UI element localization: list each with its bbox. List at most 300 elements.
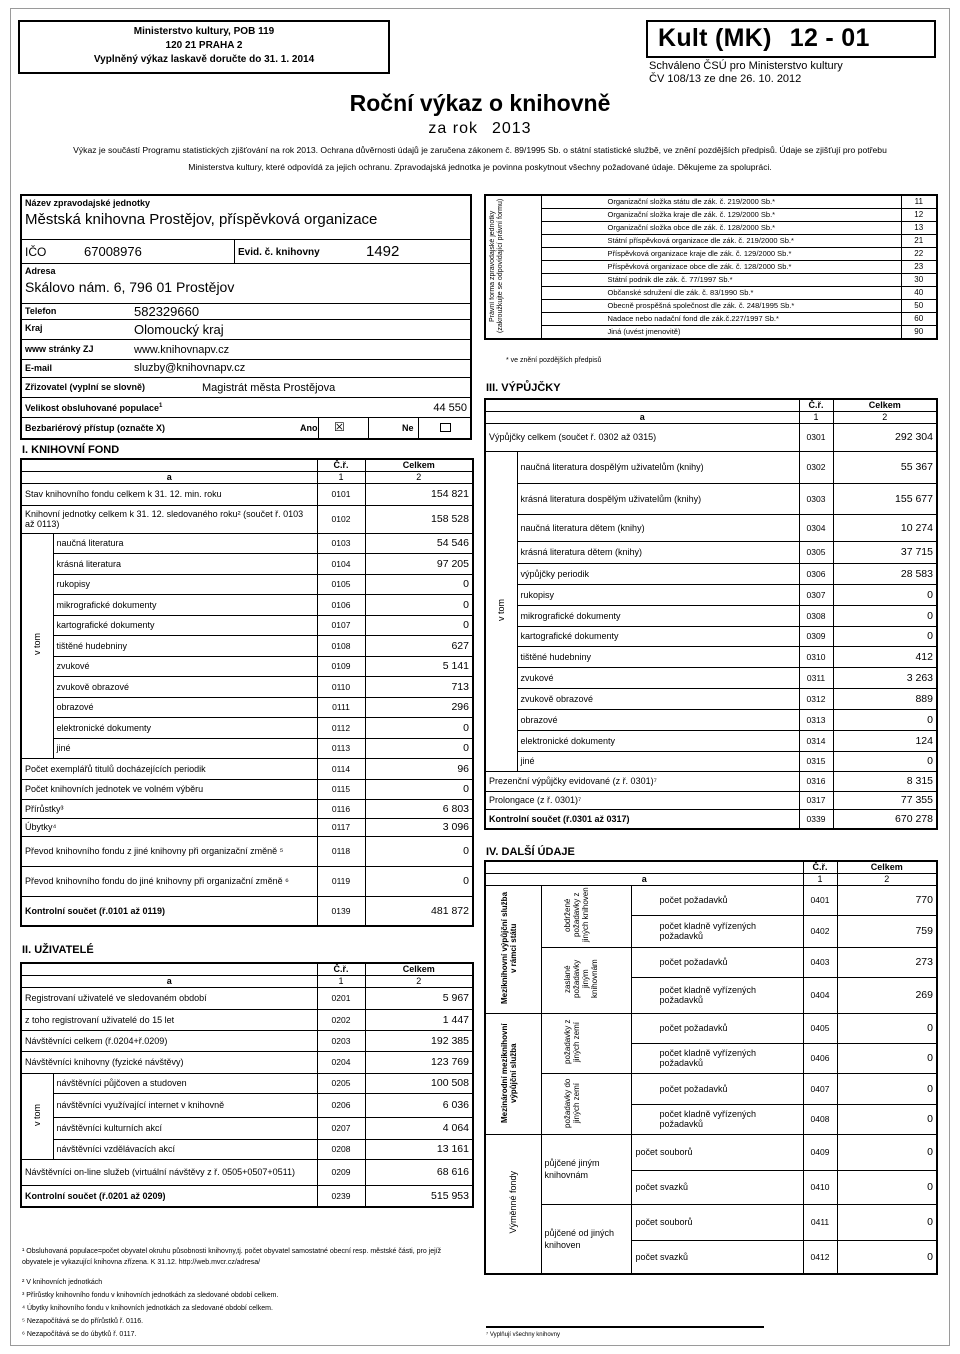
legal-form-side-text: Právní forma zpravodajské jednotky (zakroužkujte se odpovídající právní formu): [489, 198, 505, 334]
row-label: obrazové: [517, 709, 799, 730]
table-row: [21, 1159, 473, 1185]
row-value-input[interactable]: 0: [833, 751, 937, 771]
row-number: 0306: [799, 563, 833, 584]
row-number: 0239: [317, 1185, 365, 1207]
row-label: krásná literatura dospělým uživatelům (knihy): [517, 483, 799, 514]
approval-line-1: Schváleno ČSÚ pro Ministerstvo kultury: [649, 60, 843, 72]
header-col-a: a: [485, 873, 803, 885]
subgroup-label: [541, 885, 631, 947]
table-row: [21, 1073, 473, 1093]
footnote-divider: [486, 1326, 764, 1328]
row-value-input[interactable]: 0: [837, 1170, 937, 1204]
row-label: Návštěvníci celkem (ř.0204+ř.0209): [21, 1030, 317, 1051]
row-value-input[interactable]: 0: [365, 866, 473, 896]
row-value-input[interactable]: 296: [365, 697, 473, 717]
row-value-input[interactable]: 770: [837, 885, 937, 915]
row-number: 0119: [317, 866, 365, 896]
row-value-input[interactable]: 0: [837, 1204, 937, 1240]
row-label: Převod knihovního fondu do jiné knihovny při organizační změně ⁶: [21, 866, 317, 896]
legal-form-code[interactable]: 21: [901, 234, 937, 247]
table-row: [21, 483, 473, 505]
table-row: [485, 584, 937, 605]
ico-row: [22, 240, 470, 264]
legal-form-code[interactable]: 40: [901, 287, 937, 300]
row-value-input[interactable]: 55 367: [833, 451, 937, 483]
page-title: Roční výkaz o knihovně: [349, 90, 611, 116]
row-value-input[interactable]: 713: [365, 676, 473, 697]
row-value-input[interactable]: 6 036: [365, 1093, 473, 1117]
table-row: [485, 947, 937, 977]
legal-form-text: Státní příspěvková organizace dle zák. č. 219/2000 Sb.*: [541, 234, 901, 247]
row-value-input[interactable]: 0: [833, 709, 937, 730]
row-number: 0313: [799, 709, 833, 730]
row-value-input[interactable]: 68 616: [365, 1159, 473, 1185]
table-row: [485, 688, 937, 709]
row-label: kartografické dokumenty: [517, 626, 799, 646]
founder-value[interactable]: Magistrát města Prostějova: [202, 382, 336, 394]
legal-form-code[interactable]: 90: [901, 326, 937, 339]
row-label: naučná literatura dětem (knihy): [517, 514, 799, 541]
population-row: [22, 398, 470, 418]
table-row: [21, 656, 473, 676]
group-label: [485, 1134, 541, 1274]
row-value-input[interactable]: 154 821: [365, 483, 473, 505]
header-row-number: Č.ř.: [317, 459, 365, 471]
row-label: počet svazků: [631, 1240, 803, 1274]
row-number: 0118: [317, 836, 365, 866]
row-label: mikrografické dokumenty: [517, 605, 799, 626]
table-row: [485, 771, 937, 791]
row-value-input[interactable]: 0: [837, 1043, 937, 1073]
legal-form-code[interactable]: 50: [901, 300, 937, 313]
address-row: [22, 264, 470, 304]
row-label: tištěné hudebniny: [517, 646, 799, 667]
row-value-input[interactable]: 100 508: [365, 1073, 473, 1093]
table-row: [485, 451, 937, 483]
row-number: 0104: [317, 553, 365, 574]
group-label-text: Mezinárodní meziknihovní výpůjční služba: [500, 1022, 519, 1123]
table-row: [21, 818, 473, 836]
unit-name-value[interactable]: Městská knihovna Prostějov, příspěvková organizace: [25, 211, 378, 228]
header-blank: [21, 459, 317, 471]
phone-label: Telefon: [25, 306, 57, 316]
row-value-input[interactable]: 759: [837, 915, 937, 947]
row-number: 0103: [317, 533, 365, 553]
population-footnote-mark: 1: [159, 403, 163, 409]
row-value-input[interactable]: 6 803: [365, 799, 473, 818]
header-row-number: Č.ř.: [799, 399, 833, 411]
row-label: Výpůjčky celkem (součet ř. 0302 až 0315): [485, 423, 799, 451]
legal-form-code[interactable]: 22: [901, 247, 937, 260]
row-value-input[interactable]: 0: [837, 1240, 937, 1274]
population-label: [25, 403, 162, 413]
row-value-input[interactable]: 123 769: [365, 1051, 473, 1073]
table-row: [21, 1117, 473, 1139]
footnote-6: ⁶ Nezapočítává se do úbytků ř. 0117.: [22, 1331, 137, 1338]
row-number: 0116: [317, 799, 365, 818]
row-value-input[interactable]: 13 161: [365, 1139, 473, 1159]
table-row: [21, 1009, 473, 1030]
subgroup-label-text: zaslané požadavky jiným knihovnám: [563, 959, 599, 999]
header-col-a: a: [21, 471, 317, 483]
row-value-input[interactable]: 37 715: [833, 541, 937, 563]
legal-form-row[interactable]: [485, 221, 937, 234]
row-value-input[interactable]: 96: [365, 758, 473, 779]
row-value-input[interactable]: 4 064: [365, 1117, 473, 1139]
header-col-1: 1: [799, 411, 833, 423]
legal-form-row[interactable]: [485, 313, 937, 326]
row-number: 0106: [317, 594, 365, 615]
other-data-table: [484, 860, 938, 1275]
legal-form-row[interactable]: [485, 247, 937, 260]
in-that-text: v tom: [32, 633, 43, 656]
table-header-row: [485, 399, 937, 411]
evid-value[interactable]: 1492: [366, 243, 400, 260]
header-row-number: Č.ř.: [317, 963, 365, 975]
row-number: 0309: [799, 626, 833, 646]
table-row: [485, 791, 937, 809]
in-that-text: v tom: [496, 598, 507, 621]
row-number: 0406: [803, 1043, 837, 1073]
barrier-yes-checkbox[interactable]: ☒: [334, 420, 345, 434]
intro-text: Výkaz je součástí Programu statistických zjišťování na rok 2013. Ochrana důvěrnosti údajů je zaručena zákonem č. 89/1995 Sb. o státní statistické službě, ve znění pozdějších předpisů. Údaje se zjišťují pro potřebu Ministerstva kultury, které odpovídá za jejich ochranu. Zpravodajská jednotka je povinna poskytnout všechny požadované údaje. Děkujeme za spolupráci.: [73, 145, 887, 172]
legal-form-row[interactable]: [485, 195, 937, 208]
row-value-input[interactable]: 97 205: [365, 553, 473, 574]
row-value-input[interactable]: 3 096: [365, 818, 473, 836]
row-number: 0305: [799, 541, 833, 563]
subgroup-label: [541, 947, 631, 1013]
group-label: [485, 1013, 541, 1134]
row-value-input[interactable]: 158 528: [365, 505, 473, 533]
row-label: počet kladně vyřízených požadavků: [631, 1043, 803, 1073]
row-label: naučná literatura: [53, 533, 317, 553]
legal-form-text: Organizační složka kraje dle zák. č. 129/2000 Sb.*: [541, 208, 901, 221]
table-header-row: [21, 459, 473, 471]
header-col-2: 2: [365, 471, 473, 483]
legal-form-code[interactable]: 23: [901, 260, 937, 273]
section-4-title: IV. DALŠÍ ÚDAJE: [486, 846, 575, 858]
row-label: návštěvníci využívající internet v knihovně: [53, 1093, 317, 1117]
legal-form-text: Příspěvková organizace kraje dle zák. č. 129/2000 Sb.*: [541, 247, 901, 260]
founder-row: [22, 378, 470, 398]
header-blank: [485, 861, 803, 873]
footnote-4: ⁴ Úbytky knihovního fondu v knihovních jednotkách za sledované období celkem.: [22, 1305, 273, 1312]
phone-value[interactable]: 582329660: [134, 304, 200, 319]
legal-form-code[interactable]: 12: [901, 208, 937, 221]
identification-box: [20, 194, 472, 440]
row-value-input[interactable]: 515 953: [365, 1185, 473, 1207]
row-number: 0115: [317, 779, 365, 799]
table-row: [21, 738, 473, 758]
row-label: počet požadavků: [631, 1013, 803, 1043]
row-value-input[interactable]: 0: [365, 779, 473, 799]
row-value-input[interactable]: 155 677: [833, 483, 937, 514]
row-number: 0112: [317, 717, 365, 738]
header-total: Celkem: [837, 861, 937, 873]
table-header-index-row: [21, 471, 473, 483]
web-row: [22, 340, 470, 360]
footnote-5: ⁵ Nezapočítává se do přírůstků ř. 0116.: [22, 1318, 144, 1325]
row-value-input[interactable]: 28 583: [833, 563, 937, 584]
row-value-input[interactable]: 0: [365, 615, 473, 635]
row-value-input[interactable]: 412: [833, 646, 937, 667]
subgroup-label: půjčené jiným knihovnám: [541, 1134, 631, 1204]
row-number: 0403: [803, 947, 837, 977]
row-number: 0412: [803, 1240, 837, 1274]
approval-line-2: ČV 108/13 ze dne 26. 10. 2012: [649, 73, 802, 85]
subgroup-label-text: požadavky z jiných zemí: [563, 1019, 581, 1065]
row-label: počet požadavků: [631, 1073, 803, 1104]
table-row: [485, 1134, 937, 1170]
legal-form-text: Obecně prospěšná společnost dle zák. č. 248/1995 Sb.*: [541, 300, 901, 313]
year-label: za rok: [428, 120, 478, 137]
row-label: mikrografické dokumenty: [53, 594, 317, 615]
row-value-input[interactable]: 0: [837, 1134, 937, 1170]
legal-form-row[interactable]: [485, 326, 937, 339]
row-label: návštěvníci vzdělávacích akcí: [53, 1139, 317, 1159]
row-value-input[interactable]: 889: [833, 688, 937, 709]
email-row: [22, 360, 470, 378]
table-row: [21, 896, 473, 926]
barrier-free-row: [22, 418, 470, 438]
table-row: [21, 758, 473, 779]
row-number: 0410: [803, 1170, 837, 1204]
row-value-input[interactable]: 54 546: [365, 533, 473, 553]
header-col-2: 2: [365, 975, 473, 987]
table-row: [485, 809, 937, 829]
row-value-input[interactable]: 5 141: [365, 656, 473, 676]
row-value-input[interactable]: 627: [365, 635, 473, 656]
form-code-prefix: Kult (MK): [658, 24, 772, 52]
row-number: 0312: [799, 688, 833, 709]
row-value-input[interactable]: 0: [837, 1013, 937, 1043]
mail-address-box: [18, 20, 390, 74]
row-value-input[interactable]: 1 447: [365, 1009, 473, 1030]
table-row: [21, 1093, 473, 1117]
year-value: 2013: [491, 120, 532, 137]
row-number: 0307: [799, 584, 833, 605]
web-value[interactable]: www.knihovnapv.cz: [134, 344, 230, 356]
row-label: návštěvníci půjčoven a studoven: [53, 1073, 317, 1093]
row-label: počet kladně vyřízených požadavků: [631, 977, 803, 1013]
header-col-2: 2: [833, 411, 937, 423]
row-label: Kontrolní součet (ř.0101 až 0119): [21, 896, 317, 926]
barrier-yes-label: Ano: [300, 423, 318, 433]
row-value-input[interactable]: 0: [837, 1073, 937, 1104]
population-value[interactable]: 44 550: [433, 402, 467, 414]
row-number: 0107: [317, 615, 365, 635]
row-value-input[interactable]: 0: [833, 584, 937, 605]
row-number: 0205: [317, 1073, 365, 1093]
row-value-input[interactable]: 0: [833, 626, 937, 646]
loans-table: [484, 398, 938, 830]
row-value-input[interactable]: 292 304: [833, 423, 937, 451]
table-row: [21, 635, 473, 656]
table-row: [21, 779, 473, 799]
row-label: zvukové: [517, 667, 799, 688]
row-label: krásná literatura dětem (knihy): [517, 541, 799, 563]
table-row: [485, 885, 937, 915]
evid-label: Evid. č. knihovny: [238, 247, 320, 258]
legal-form-table: [484, 194, 938, 340]
row-number: 0407: [803, 1073, 837, 1104]
section-2-title: II. UŽIVATELÉ: [22, 944, 94, 956]
row-value-input[interactable]: 124: [833, 730, 937, 751]
table-row: [485, 423, 937, 451]
row-value-input[interactable]: 0: [365, 594, 473, 615]
header-col-1: 1: [317, 975, 365, 987]
table-row: [485, 605, 937, 626]
row-number: 0101: [317, 483, 365, 505]
ico-value[interactable]: 67008976: [84, 244, 142, 259]
legal-form-row[interactable]: [485, 287, 937, 300]
row-value-input[interactable]: 8 315: [833, 771, 937, 791]
footnote-7: ⁷ Vyplňují všechny knihovny: [486, 1332, 560, 1338]
row-label: Úbytky⁴: [21, 818, 317, 836]
row-label: Registrovaní uživatelé ve sledovaném období: [21, 987, 317, 1009]
header-col-a: a: [21, 975, 317, 987]
table-row: [21, 676, 473, 697]
row-number: 0405: [803, 1013, 837, 1043]
row-value-input[interactable]: 5 967: [365, 987, 473, 1009]
row-number: 0114: [317, 758, 365, 779]
group-label-text: Výměnné fondy: [508, 1171, 519, 1235]
row-number: 0404: [803, 977, 837, 1013]
phone-row: [22, 304, 470, 320]
header-blank: [485, 399, 799, 411]
row-value-input[interactable]: 0: [365, 717, 473, 738]
legal-form-code[interactable]: 30: [901, 273, 937, 286]
row-label: zvukově obrazové: [53, 676, 317, 697]
row-number: 0139: [317, 896, 365, 926]
legal-form-row[interactable]: [485, 300, 937, 313]
legal-form-code[interactable]: 13: [901, 221, 937, 234]
table-row: [21, 1030, 473, 1051]
row-value-input[interactable]: 481 872: [365, 896, 473, 926]
row-label: obrazové: [53, 697, 317, 717]
row-value-input[interactable]: 670 278: [833, 809, 937, 829]
legal-form-row[interactable]: [485, 208, 937, 221]
barrier-no-checkbox[interactable]: [440, 423, 451, 432]
section-1-title: I. KNIHOVNÍ FOND: [22, 444, 120, 456]
row-label: Přírůstky³: [21, 799, 317, 818]
row-number: 0314: [799, 730, 833, 751]
subgroup-label-text: obdržené požadavky z jiných knihoven: [563, 887, 590, 943]
form-code-box: [646, 20, 936, 58]
in-that-label: [21, 533, 53, 758]
row-number: 0109: [317, 656, 365, 676]
row-number: 0206: [317, 1093, 365, 1117]
mail-line-1: Ministerstvo kultury, POB 119: [133, 26, 275, 37]
population-label-text: Velikost obsluhované populace: [25, 403, 160, 413]
group-label: [485, 885, 541, 1013]
row-number: 0208: [317, 1139, 365, 1159]
legal-form-text: Občanské sdružení dle zák. č. 83/1990 Sb.*: [541, 287, 901, 300]
row-label: Kontrolní součet (ř.0301 až 0317): [485, 809, 799, 829]
barrier-free-label: Bezbariérový přístup (označte X): [25, 423, 166, 433]
subgroup-label: půjčené od jiných knihoven: [541, 1204, 631, 1274]
header-col-a: a: [485, 411, 799, 423]
row-value-input[interactable]: 0: [365, 574, 473, 594]
row-number: 0317: [799, 791, 833, 809]
row-label: zvukové: [53, 656, 317, 676]
legal-form-code[interactable]: 60: [901, 313, 937, 326]
row-number: 0316: [799, 771, 833, 791]
legal-form-text: Organizační složka státu dle zák. č. 219/2000 Sb.*: [541, 195, 901, 208]
row-number: 0111: [317, 697, 365, 717]
row-value-input[interactable]: 77 355: [833, 791, 937, 809]
row-value-input[interactable]: 269: [837, 977, 937, 1013]
table-row: [485, 709, 937, 730]
row-number: 0102: [317, 505, 365, 533]
legal-form-text: Organizační složka obce dle zák. č. 128/2000 Sb.*: [541, 221, 901, 234]
table-row: [21, 553, 473, 574]
row-number: 0315: [799, 751, 833, 771]
row-value-input[interactable]: 10 274: [833, 514, 937, 541]
row-value-input[interactable]: 3 263: [833, 667, 937, 688]
row-value-input[interactable]: 0: [837, 1104, 937, 1134]
users-table: [20, 962, 474, 1208]
address-value[interactable]: Skálovo nám. 6, 796 01 Prostějov: [25, 279, 235, 295]
row-label: Stav knihovního fondu celkem k 31. 12. min. roku: [21, 483, 317, 505]
region-value[interactable]: Olomoucký kraj: [134, 322, 224, 337]
row-label: krásná literatura: [53, 553, 317, 574]
row-label: Prolongace (z ř. 0301)⁷: [485, 791, 799, 809]
legal-form-row[interactable]: [485, 260, 937, 273]
row-label: z toho registrovaní uživatelé do 15 let: [21, 1009, 317, 1030]
header-col-1: 1: [317, 471, 365, 483]
row-label: počet svazků: [631, 1170, 803, 1204]
email-value[interactable]: sluzby@knihovnapv.cz: [134, 362, 246, 374]
row-value-input[interactable]: 0: [365, 738, 473, 758]
row-number: 0401: [803, 885, 837, 915]
legal-form-row[interactable]: [485, 273, 937, 286]
table-row: [21, 799, 473, 818]
row-label: počet požadavků: [631, 885, 803, 915]
row-value-input[interactable]: 273: [837, 947, 937, 977]
table-row: [485, 514, 937, 541]
legal-form-row[interactable]: [485, 234, 937, 247]
row-label: Návštěvníci knihovny (fyzické návštěvy): [21, 1051, 317, 1073]
row-value-input[interactable]: 0: [833, 605, 937, 626]
table-header-index-row: [21, 975, 473, 987]
legal-form-text: Jiná (uvést jmenovitě): [541, 326, 901, 339]
row-label: návštěvníci kulturních akcí: [53, 1117, 317, 1139]
region-row: [22, 320, 470, 340]
row-value-input[interactable]: 0: [365, 836, 473, 866]
row-value-input[interactable]: 192 385: [365, 1030, 473, 1051]
in-that-text: v tom: [32, 1103, 43, 1126]
table-row: [21, 987, 473, 1009]
row-number: 0202: [317, 1009, 365, 1030]
legal-form-code[interactable]: 11: [901, 195, 937, 208]
legal-form-note: * ve znění pozdějších předpisů: [506, 357, 602, 364]
footnote-3: ³ Přírůstky knihovního fondu v knihovních jednotkách za sledované období celkem.: [22, 1292, 279, 1299]
subgroup-label: [541, 1073, 631, 1134]
row-label: zvukově obrazové: [517, 688, 799, 709]
row-number: 0301: [799, 423, 833, 451]
region-label: Kraj: [25, 323, 43, 333]
row-label: tištěné hudebniny: [53, 635, 317, 656]
table-row: [485, 483, 937, 514]
row-number: 0402: [803, 915, 837, 947]
approval-note: [649, 60, 843, 86]
row-number: 0108: [317, 635, 365, 656]
table-row: [21, 574, 473, 594]
row-number: 0105: [317, 574, 365, 594]
address-label: Adresa: [25, 266, 56, 276]
row-number: 0203: [317, 1030, 365, 1051]
